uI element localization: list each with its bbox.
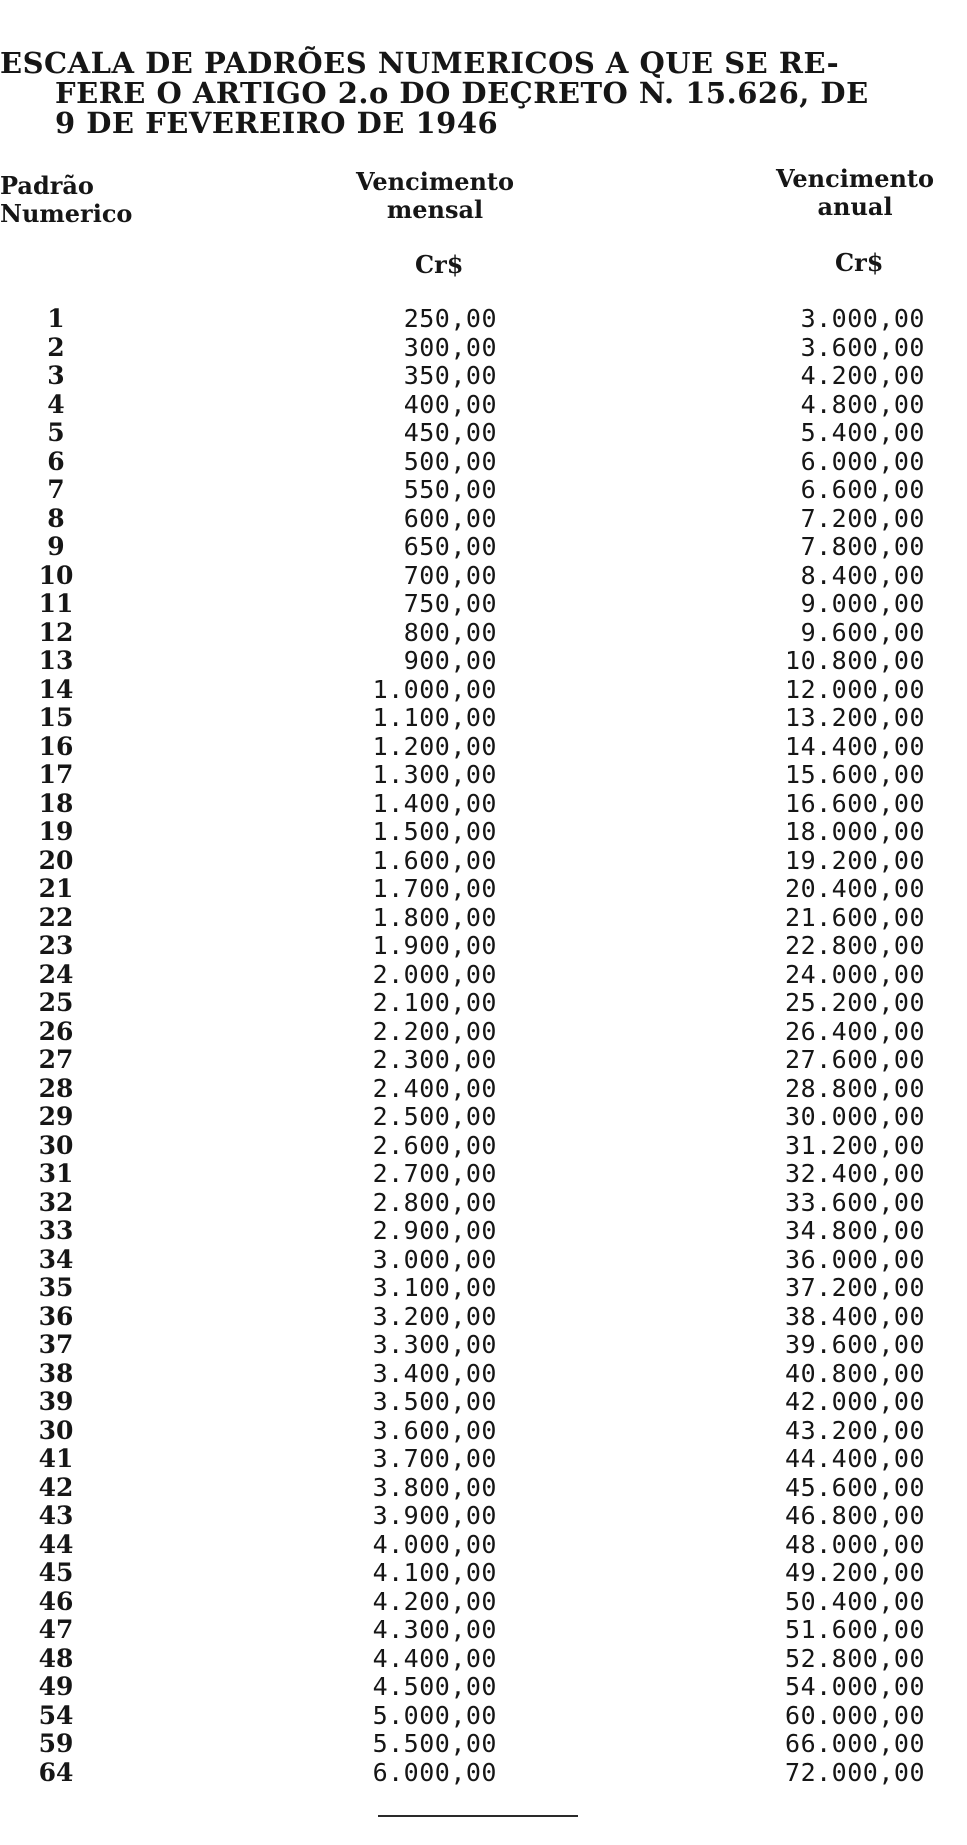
table-row [0, 1075, 967, 1104]
vencimento-anual-value: 26.400,00 [785, 1016, 925, 1046]
table-row [0, 448, 967, 477]
column-header-padrao [0, 172, 135, 228]
table-row [0, 1018, 967, 1047]
column-header-anual-line1: Vencimento [775, 164, 935, 193]
table-row [0, 1759, 967, 1788]
padrao-number: 35 [38, 1273, 74, 1302]
title-line-2: FERE O ARTIGO 2.o DO DEÇRETO N. 15.626, DE [55, 76, 869, 110]
vencimento-mensal-value: 500,00 [403, 446, 497, 476]
table-row [0, 362, 967, 391]
vencimento-mensal-value: 5.500,00 [372, 1729, 497, 1758]
vencimento-mensal-value: 3.400,00 [372, 1358, 497, 1388]
table-row [0, 961, 967, 990]
padrao-number: 21 [38, 874, 74, 903]
vencimento-anual-value: 5.400,00 [800, 418, 925, 447]
vencimento-anual-value: 4.200,00 [800, 361, 925, 390]
vencimento-mensal-value: 400,00 [403, 389, 497, 419]
vencimento-anual-value: 16.600,00 [785, 788, 925, 818]
column-header-padrao-line2: Numerico [0, 199, 133, 228]
vencimento-anual-value: 37.200,00 [785, 1273, 925, 1302]
vencimento-mensal-value: 4.100,00 [372, 1558, 497, 1587]
salary-table [0, 305, 967, 1787]
vencimento-mensal-value: 1.000,00 [372, 674, 497, 704]
table-row [0, 1160, 967, 1189]
vencimento-mensal-value: 350,00 [403, 361, 497, 390]
padrao-number: 13 [38, 646, 74, 675]
table-row [0, 419, 967, 448]
vencimento-mensal-value: 2.700,00 [372, 1159, 497, 1188]
table-row [0, 562, 967, 591]
vencimento-mensal-value: 2.200,00 [372, 1016, 497, 1046]
padrao-number: 59 [38, 1729, 74, 1758]
table-row [0, 1531, 967, 1560]
vencimento-anual-value: 54.000,00 [785, 1672, 925, 1701]
vencimento-mensal-value: 3.700,00 [372, 1444, 497, 1473]
padrao-number: 46 [38, 1586, 74, 1616]
vencimento-mensal-value: 3.500,00 [372, 1387, 497, 1416]
padrao-number: 3 [47, 361, 65, 390]
padrao-number: 48 [38, 1643, 74, 1673]
closing-rule [378, 1815, 578, 1817]
currency-unit-anual: Cr$ [835, 248, 884, 277]
vencimento-anual-value: 32.400,00 [785, 1159, 925, 1188]
padrao-number: 36 [38, 1301, 74, 1331]
padrao-number: 42 [38, 1472, 74, 1502]
vencimento-anual-value: 48.000,00 [785, 1529, 925, 1559]
padrao-number: 54 [38, 1700, 74, 1730]
vencimento-mensal-value: 4.000,00 [372, 1529, 497, 1559]
vencimento-anual-value: 51.600,00 [785, 1615, 925, 1644]
table-row [0, 847, 967, 876]
table-row [0, 1474, 967, 1503]
padrao-number: 32 [38, 1187, 74, 1217]
vencimento-anual-value: 43.200,00 [785, 1415, 925, 1445]
column-header-mensal-line1: Vencimento [355, 167, 515, 196]
vencimento-anual-value: 45.600,00 [785, 1472, 925, 1502]
title-line-1: ESCALA DE PADRÕES NUMERICOS A QUE SE RE- [0, 46, 840, 80]
padrao-number: 39 [38, 1387, 74, 1416]
vencimento-mensal-value: 800,00 [403, 617, 497, 647]
padrao-number: 29 [38, 1102, 74, 1131]
vencimento-anual-value: 4.800,00 [800, 389, 925, 419]
column-header-mensal [330, 168, 540, 224]
table-row [0, 1673, 967, 1702]
table-row [0, 1559, 967, 1588]
vencimento-anual-value: 9.000,00 [800, 589, 925, 618]
table-row [0, 1417, 967, 1446]
vencimento-mensal-value: 3.000,00 [372, 1244, 497, 1274]
vencimento-anual-value: 28.800,00 [785, 1073, 925, 1103]
vencimento-mensal-value: 550,00 [403, 475, 497, 504]
vencimento-mensal-value: 2.000,00 [372, 959, 497, 989]
padrao-number: 33 [38, 1216, 74, 1245]
padrao-number: 41 [38, 1444, 74, 1473]
vencimento-anual-value: 25.200,00 [785, 988, 925, 1017]
padrao-number: 18 [38, 788, 74, 818]
vencimento-anual-value: 3.600,00 [800, 332, 925, 362]
table-row [0, 904, 967, 933]
vencimento-mensal-value: 2.500,00 [372, 1102, 497, 1131]
vencimento-mensal-value: 1.800,00 [372, 902, 497, 932]
vencimento-anual-value: 33.600,00 [785, 1187, 925, 1217]
padrao-number: 47 [38, 1615, 74, 1644]
padrao-number: 22 [38, 902, 74, 932]
table-row [0, 1274, 967, 1303]
vencimento-anual-value: 6.600,00 [800, 475, 925, 504]
vencimento-mensal-value: 1.700,00 [372, 874, 497, 903]
vencimento-mensal-value: 750,00 [403, 589, 497, 618]
padrao-number: 27 [38, 1045, 74, 1074]
padrao-number: 9 [47, 532, 65, 561]
title-line-3: 9 DE FEVEREIRO DE 1946 [55, 106, 499, 140]
vencimento-anual-value: 21.600,00 [785, 902, 925, 932]
vencimento-anual-value: 15.600,00 [785, 760, 925, 789]
padrao-number: 45 [38, 1558, 74, 1587]
padrao-number: 1 [47, 304, 65, 333]
table-row [0, 334, 967, 363]
vencimento-anual-value: 12.000,00 [785, 674, 925, 704]
vencimento-mensal-value: 650,00 [403, 532, 497, 561]
vencimento-anual-value: 66.000,00 [785, 1729, 925, 1758]
vencimento-anual-value: 8.400,00 [800, 560, 925, 590]
table-row [0, 1189, 967, 1218]
table-row [0, 391, 967, 420]
vencimento-anual-value: 36.000,00 [785, 1244, 925, 1274]
vencimento-mensal-value: 2.800,00 [372, 1187, 497, 1217]
vencimento-mensal-value: 6.000,00 [372, 1757, 497, 1787]
vencimento-mensal-value: 3.600,00 [372, 1415, 497, 1445]
table-row [0, 704, 967, 733]
table-row [0, 533, 967, 562]
vencimento-anual-value: 14.400,00 [785, 731, 925, 761]
vencimento-anual-value: 24.000,00 [785, 959, 925, 989]
table-row [0, 875, 967, 904]
vencimento-anual-value: 10.800,00 [785, 646, 925, 675]
vencimento-anual-value: 20.400,00 [785, 874, 925, 903]
vencimento-anual-value: 22.800,00 [785, 931, 925, 960]
vencimento-mensal-value: 2.900,00 [372, 1216, 497, 1245]
padrao-number: 37 [38, 1330, 74, 1359]
vencimento-anual-value: 3.000,00 [800, 304, 925, 333]
vencimento-anual-value: 50.400,00 [785, 1586, 925, 1616]
padrao-number: 23 [38, 931, 74, 960]
vencimento-mensal-value: 1.600,00 [372, 845, 497, 875]
table-row [0, 790, 967, 819]
vencimento-mensal-value: 900,00 [403, 646, 497, 675]
vencimento-mensal-value: 3.100,00 [372, 1273, 497, 1302]
table-row [0, 647, 967, 676]
padrao-number: 7 [47, 475, 65, 504]
table-row [0, 1132, 967, 1161]
vencimento-anual-value: 46.800,00 [785, 1501, 925, 1530]
vencimento-anual-value: 52.800,00 [785, 1643, 925, 1673]
vencimento-mensal-value: 5.000,00 [372, 1700, 497, 1730]
padrao-number: 31 [38, 1159, 74, 1188]
vencimento-anual-value: 42.000,00 [785, 1387, 925, 1416]
vencimento-anual-value: 40.800,00 [785, 1358, 925, 1388]
padrao-number: 44 [38, 1529, 74, 1559]
vencimento-anual-value: 13.200,00 [785, 703, 925, 732]
table-row [0, 676, 967, 705]
vencimento-mensal-value: 2.400,00 [372, 1073, 497, 1103]
padrao-number: 17 [38, 760, 74, 789]
vencimento-mensal-value: 600,00 [403, 503, 497, 533]
vencimento-anual-value: 49.200,00 [785, 1558, 925, 1587]
vencimento-anual-value: 9.600,00 [800, 617, 925, 647]
vencimento-mensal-value: 2.300,00 [372, 1045, 497, 1074]
column-header-mensal-line2: mensal [386, 195, 484, 224]
vencimento-mensal-value: 4.400,00 [372, 1643, 497, 1673]
vencimento-anual-value: 7.200,00 [800, 503, 925, 533]
table-row [0, 1246, 967, 1275]
padrao-number: 19 [38, 817, 74, 846]
vencimento-anual-value: 34.800,00 [785, 1216, 925, 1245]
padrao-number: 14 [38, 674, 74, 704]
vencimento-anual-value: 31.200,00 [785, 1130, 925, 1160]
vencimento-anual-value: 7.800,00 [800, 532, 925, 561]
vencimento-mensal-value: 2.100,00 [372, 988, 497, 1017]
vencimento-anual-value: 38.400,00 [785, 1301, 925, 1331]
table-row [0, 305, 967, 334]
table-row [0, 1303, 967, 1332]
table-row [0, 1502, 967, 1531]
vencimento-mensal-value: 1.300,00 [372, 760, 497, 789]
table-row [0, 590, 967, 619]
padrao-number: 8 [47, 503, 65, 533]
vencimento-anual-value: 39.600,00 [785, 1330, 925, 1359]
vencimento-mensal-value: 4.200,00 [372, 1586, 497, 1616]
vencimento-anual-value: 6.000,00 [800, 446, 925, 476]
table-row [0, 1046, 967, 1075]
padrao-number: 24 [38, 959, 74, 989]
table-row [0, 1331, 967, 1360]
padrao-number: 11 [38, 589, 74, 618]
vencimento-mensal-value: 250,00 [403, 304, 497, 333]
padrao-number: 10 [38, 560, 74, 590]
table-row [0, 1445, 967, 1474]
vencimento-mensal-value: 2.600,00 [372, 1130, 497, 1160]
vencimento-anual-value: 27.600,00 [785, 1045, 925, 1074]
padrao-number: 5 [47, 418, 65, 447]
column-header-anual-line2: anual [817, 192, 893, 221]
table-row [0, 476, 967, 505]
padrao-number: 2 [47, 332, 65, 362]
table-row [0, 989, 967, 1018]
padrao-number: 25 [38, 988, 74, 1017]
vencimento-mensal-value: 4.500,00 [372, 1672, 497, 1701]
vencimento-anual-value: 18.000,00 [785, 817, 925, 846]
padrao-number: 38 [38, 1358, 74, 1388]
table-row [0, 1217, 967, 1246]
table-row [0, 1360, 967, 1389]
vencimento-mensal-value: 450,00 [403, 418, 497, 447]
padrao-number: 15 [38, 703, 74, 732]
document-title [0, 48, 960, 138]
padrao-number: 16 [38, 731, 74, 761]
vencimento-mensal-value: 700,00 [403, 560, 497, 590]
table-row [0, 932, 967, 961]
padrao-number: 43 [38, 1501, 74, 1530]
table-row [0, 1730, 967, 1759]
table-row [0, 1588, 967, 1617]
table-row [0, 1103, 967, 1132]
table-row [0, 1388, 967, 1417]
padrao-number: 28 [38, 1073, 74, 1103]
vencimento-mensal-value: 1.900,00 [372, 931, 497, 960]
padrao-number: 49 [38, 1672, 74, 1701]
table-row [0, 619, 967, 648]
vencimento-mensal-value: 1.100,00 [372, 703, 497, 732]
padrao-number: 6 [47, 446, 65, 476]
padrao-number: 4 [47, 389, 65, 419]
vencimento-mensal-value: 4.300,00 [372, 1615, 497, 1644]
currency-unit-mensal: Cr$ [415, 250, 464, 279]
vencimento-mensal-value: 3.200,00 [372, 1301, 497, 1331]
padrao-number: 26 [38, 1016, 74, 1046]
table-row [0, 505, 967, 534]
vencimento-anual-value: 30.000,00 [785, 1102, 925, 1131]
column-header-padrao-line1: Padrão [0, 171, 94, 200]
vencimento-anual-value: 60.000,00 [785, 1700, 925, 1730]
vencimento-mensal-value: 300,00 [403, 332, 497, 362]
padrao-number: 64 [38, 1757, 74, 1787]
table-row [0, 733, 967, 762]
vencimento-mensal-value: 1.500,00 [372, 817, 497, 846]
vencimento-anual-value: 72.000,00 [785, 1757, 925, 1787]
table-row [0, 1702, 967, 1731]
vencimento-mensal-value: 1.200,00 [372, 731, 497, 761]
padrao-number: 34 [38, 1244, 74, 1274]
vencimento-mensal-value: 3.900,00 [372, 1501, 497, 1530]
table-row [0, 818, 967, 847]
vencimento-anual-value: 19.200,00 [785, 845, 925, 875]
table-row [0, 1616, 967, 1645]
padrao-number: 12 [38, 617, 74, 647]
padrao-number: 20 [38, 845, 74, 875]
column-header-anual [755, 165, 955, 221]
table-row [0, 1645, 967, 1674]
padrao-number: 30 [38, 1415, 74, 1445]
vencimento-mensal-value: 3.800,00 [372, 1472, 497, 1502]
padrao-number: 30 [38, 1130, 74, 1160]
vencimento-anual-value: 44.400,00 [785, 1444, 925, 1473]
vencimento-mensal-value: 1.400,00 [372, 788, 497, 818]
table-row [0, 761, 967, 790]
vencimento-mensal-value: 3.300,00 [372, 1330, 497, 1359]
